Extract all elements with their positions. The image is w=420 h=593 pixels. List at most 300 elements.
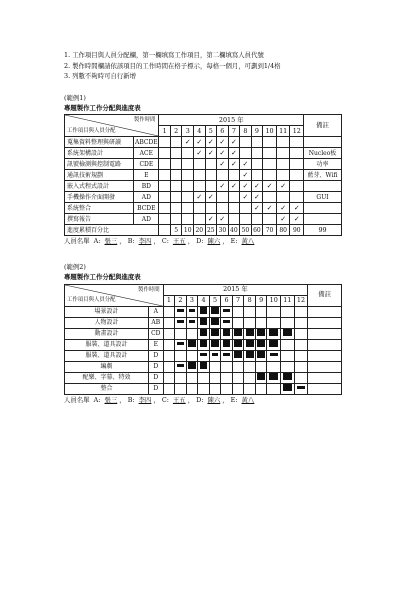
check-mark-icon: ✓ [254, 193, 260, 202]
task-cell: 手機操作介面開發 [65, 192, 134, 203]
task-cell: 通訊技術規劃 [65, 170, 134, 181]
progress-row [65, 225, 342, 236]
month-cell [276, 192, 290, 203]
progress-bar-mark [297, 386, 305, 389]
check-mark-icon: ✓ [242, 160, 249, 169]
progress-bar-mark [257, 373, 265, 380]
month-cell [209, 306, 221, 317]
person-name: 黃八 [241, 395, 255, 404]
check-mark-icon: ✓ [254, 182, 260, 191]
example-2-title: 專題製作工作分配與進度表 [64, 272, 141, 281]
check-mark-icon: ✓ [196, 193, 203, 202]
month-cell [244, 317, 256, 328]
month-cell [267, 361, 281, 372]
month-header: 2 [170, 126, 182, 137]
table-row [65, 328, 342, 339]
note-cell: GUI [304, 192, 342, 203]
month-cell [281, 306, 295, 317]
month-cell [276, 203, 290, 214]
month-cell [232, 383, 244, 394]
month-cell [263, 137, 277, 148]
progress-bar-mark [223, 353, 229, 356]
month-cell [170, 181, 182, 192]
month-cell [221, 372, 233, 383]
table-row [65, 181, 342, 192]
month-cell [159, 214, 171, 225]
month-cell [255, 350, 267, 361]
month-cell [228, 148, 240, 159]
person-code: B: [127, 395, 135, 404]
check-mark-icon: ✓ [230, 138, 237, 147]
month-cell [281, 350, 295, 361]
month-cell [182, 214, 194, 225]
person-name: 李四 [138, 395, 152, 404]
check-mark-icon: ✓ [219, 149, 226, 158]
month-cell [281, 361, 295, 372]
month-cell [290, 181, 304, 192]
month-cell [163, 372, 175, 383]
example-2-table [64, 284, 342, 395]
month-cell [267, 317, 281, 328]
month-header: 6 [217, 126, 229, 137]
month-cell [290, 170, 304, 181]
check-mark-icon: ✓ [219, 182, 226, 191]
month-cell [244, 339, 256, 350]
person-code: D: [196, 395, 204, 404]
month-cell [281, 317, 295, 328]
progress-bar-mark [223, 340, 231, 347]
task-cell: 蒐集資料整理與研讀 [65, 137, 134, 148]
month-cell [240, 170, 252, 181]
table-row [65, 383, 342, 394]
month-header: 9 [251, 126, 263, 137]
check-mark-icon: ✓ [207, 215, 214, 224]
month-header: 5 [209, 295, 221, 306]
month-cell [217, 214, 229, 225]
example-1-label: (範例1) [64, 94, 86, 103]
month-cell [240, 203, 252, 214]
table-row [65, 148, 342, 159]
example-1-table [64, 114, 342, 236]
month-cell [163, 306, 175, 317]
progress-value: 30 [217, 225, 229, 236]
month-cell [194, 192, 206, 203]
month-cell [198, 317, 210, 328]
month-cell [170, 137, 182, 148]
example-1-title: 專題製作工作分配與進度表 [64, 103, 141, 112]
progress-bar-mark [211, 340, 219, 347]
month-cell [221, 328, 233, 339]
person-name: 張三 [104, 237, 118, 246]
person-code: E: [230, 395, 238, 404]
month-cell [276, 159, 290, 170]
month-cell [198, 350, 210, 361]
month-cell [263, 203, 277, 214]
month-cell [205, 192, 217, 203]
month-cell [217, 159, 229, 170]
check-mark-icon: ✓ [219, 138, 226, 147]
year-header: 2015 年 [163, 284, 308, 295]
progress-bar-mark [200, 353, 206, 356]
task-cell: 系統架構設計 [65, 148, 134, 159]
people-cell: BD [134, 181, 159, 192]
month-header: 7 [228, 126, 240, 137]
person-code: D: [196, 237, 204, 246]
task-cell: 嵌入式程式設計 [65, 181, 134, 192]
month-cell [163, 383, 175, 394]
progress-bar-mark [223, 320, 229, 323]
check-mark-icon: ✓ [266, 204, 273, 213]
month-header: 12 [294, 295, 308, 306]
month-cell [263, 181, 277, 192]
people-cell: D [148, 372, 163, 383]
month-cell [290, 192, 304, 203]
task-cell: 場景設計 [65, 306, 149, 317]
month-cell [182, 170, 194, 181]
month-cell [251, 170, 263, 181]
month-cell [244, 383, 256, 394]
month-cell [217, 203, 229, 214]
month-cell [276, 214, 290, 225]
month-cell [159, 181, 171, 192]
progress-bar-mark [211, 318, 219, 325]
month-cell [221, 350, 233, 361]
month-cell [182, 192, 194, 203]
header-time-label: 製作時間 [138, 286, 160, 293]
people-cell: D [148, 383, 163, 394]
table-row [65, 214, 342, 225]
person-code: A: [93, 237, 101, 246]
progress-bar-mark [257, 340, 265, 347]
note-cell [304, 181, 342, 192]
month-cell [276, 181, 290, 192]
progress-bar-mark [223, 309, 229, 312]
month-header: 10 [263, 126, 277, 137]
month-header: 1 [159, 126, 171, 137]
month-cell [205, 170, 217, 181]
header-items-label: 工作項目與人員分配 [67, 297, 116, 304]
note-header: 備註 [308, 284, 342, 306]
table-row [65, 361, 342, 372]
person-name: 黃八 [241, 237, 255, 246]
month-cell [198, 328, 210, 339]
month-cell [217, 170, 229, 181]
month-cell [263, 192, 277, 203]
month-cell [263, 148, 277, 159]
instruction-1: 1. 工作項目與人員分配欄，第一欄填寫工作項目，第二欄填寫人員代號 [64, 51, 264, 59]
month-cell [294, 306, 308, 317]
month-cell [186, 372, 198, 383]
progress-bar-mark [234, 340, 242, 347]
progress-bar-mark [200, 340, 208, 347]
month-cell [281, 383, 295, 394]
check-mark-icon: ✓ [266, 182, 273, 191]
progress-bar-mark [234, 351, 242, 358]
progress-value: 25 [205, 225, 217, 236]
month-cell [186, 328, 198, 339]
month-cell [186, 361, 198, 372]
month-cell [205, 203, 217, 214]
progress-bar-mark [189, 320, 195, 323]
progress-bar-mark [283, 384, 292, 391]
year-header: 2015 年 [159, 115, 304, 126]
progress-bar-mark [212, 353, 218, 356]
month-cell [175, 317, 187, 328]
month-cell [294, 383, 308, 394]
people-cell: A [148, 306, 163, 317]
month-cell [194, 181, 206, 192]
month-cell [198, 361, 210, 372]
progress-value [159, 225, 171, 236]
month-header: 8 [244, 295, 256, 306]
progress-bar-mark [177, 309, 183, 312]
person-name: 陳六 [207, 237, 221, 246]
check-mark-icon: ✓ [207, 138, 214, 147]
check-mark-icon: ✓ [219, 160, 226, 169]
task-cell: 訊號檢測與控制電路 [65, 159, 134, 170]
month-header: 12 [290, 126, 304, 137]
check-mark-icon: ✓ [230, 160, 237, 169]
table-row [65, 306, 342, 317]
month-cell [163, 328, 175, 339]
month-cell [159, 148, 171, 159]
month-cell [240, 148, 252, 159]
progress-bar-mark [177, 342, 183, 345]
month-cell [290, 159, 304, 170]
month-cell [209, 383, 221, 394]
month-cell [294, 361, 308, 372]
month-cell [217, 192, 229, 203]
month-cell [209, 339, 221, 350]
month-cell [267, 339, 281, 350]
example-2-label: (範例2) [64, 263, 86, 272]
instructions [64, 52, 360, 81]
month-cell [228, 170, 240, 181]
note-cell [308, 339, 342, 350]
month-header: 6 [221, 295, 233, 306]
month-cell [228, 159, 240, 170]
month-cell [294, 339, 308, 350]
progress-bar-mark [177, 364, 183, 367]
check-mark-icon: ✓ [280, 182, 287, 191]
month-cell [244, 350, 256, 361]
note-cell [308, 306, 342, 317]
progress-bar-mark [270, 353, 278, 356]
progress-bar-mark [200, 318, 208, 325]
month-cell [251, 192, 263, 203]
month-cell [182, 203, 194, 214]
month-cell [232, 306, 244, 317]
task-cell: 配樂、字幕、特效 [65, 372, 149, 383]
month-cell [290, 214, 304, 225]
month-cell [255, 383, 267, 394]
person-name: 陳六 [207, 395, 221, 404]
month-cell [251, 137, 263, 148]
people-cell: E [134, 170, 159, 181]
progress-bar-mark [269, 340, 278, 347]
month-header: 11 [281, 295, 295, 306]
table-row [65, 170, 342, 181]
month-header: 5 [205, 126, 217, 137]
month-cell [182, 137, 194, 148]
month-cell [194, 159, 206, 170]
month-cell [251, 203, 263, 214]
people-cell: D [148, 361, 163, 372]
person-code: B: [127, 237, 135, 246]
month-cell [209, 317, 221, 328]
note-cell [308, 350, 342, 361]
month-cell [294, 328, 308, 339]
month-cell [232, 350, 244, 361]
month-cell [221, 317, 233, 328]
month-cell [194, 203, 206, 214]
month-cell [228, 203, 240, 214]
task-cell: 系統整合 [65, 203, 134, 214]
month-cell [255, 339, 267, 350]
note-cell [308, 383, 342, 394]
task-cell: 整合 [65, 383, 149, 394]
note-cell: 功率 [304, 159, 342, 170]
progress-bar-mark [211, 307, 219, 314]
person-code: C: [161, 237, 169, 246]
table-row [65, 192, 342, 203]
month-cell [267, 328, 281, 339]
people-cell: AD [134, 214, 159, 225]
month-cell [267, 350, 281, 361]
month-cell [276, 148, 290, 159]
people-cell: AD [134, 192, 159, 203]
month-cell [205, 214, 217, 225]
month-header: 2 [175, 295, 187, 306]
progress-bar-mark [269, 373, 278, 380]
month-cell [240, 214, 252, 225]
note-cell [304, 203, 342, 214]
month-cell [170, 203, 182, 214]
progress-bar-mark [234, 329, 242, 336]
progress-bar-mark [283, 373, 292, 380]
task-cell: 編劇 [65, 361, 149, 372]
example-1 [64, 95, 360, 246]
month-cell [244, 372, 256, 383]
progress-bar-mark [188, 362, 196, 369]
task-cell: 服裝、道具設計 [65, 350, 149, 361]
month-header: 1 [163, 295, 175, 306]
month-cell [170, 192, 182, 203]
month-cell [267, 383, 281, 394]
progress-bar-mark [257, 329, 265, 336]
month-cell [232, 372, 244, 383]
check-mark-icon: ✓ [242, 171, 249, 180]
progress-bar-mark [223, 329, 231, 336]
month-cell [267, 372, 281, 383]
month-cell [159, 192, 171, 203]
month-cell [217, 148, 229, 159]
person-name: 王五 [172, 395, 186, 404]
instruction-3: 3. 列數不夠時可自行新增 [64, 72, 137, 81]
people-cell: ABCDE [134, 137, 159, 148]
instruction-2: 2. 製作時間欄請依該項目的工作時間在格子標示，每格一個月，可劃到1/4格 [64, 61, 281, 70]
note-cell [304, 137, 342, 148]
note-header: 備註 [304, 115, 342, 137]
check-mark-icon: ✓ [219, 215, 226, 224]
check-mark-icon: ✓ [196, 138, 203, 147]
person-name: 張三 [104, 395, 118, 404]
month-cell [255, 328, 267, 339]
month-cell [251, 159, 263, 170]
progress-value: 60 [251, 225, 263, 236]
month-header: 3 [182, 126, 194, 137]
month-cell [175, 372, 187, 383]
month-header: 4 [198, 295, 210, 306]
month-cell [228, 137, 240, 148]
month-cell [255, 306, 267, 317]
month-cell [228, 181, 240, 192]
progress-bar-mark [188, 340, 196, 347]
month-cell [221, 383, 233, 394]
progress-value: 90 [290, 225, 304, 236]
progress-bar-mark [283, 329, 292, 336]
month-cell [170, 148, 182, 159]
month-cell [163, 350, 175, 361]
month-cell [290, 137, 304, 148]
note-cell [308, 317, 342, 328]
check-mark-icon: ✓ [207, 149, 214, 158]
month-cell [182, 148, 194, 159]
progress-value: 80 [276, 225, 290, 236]
names-prefix: 人員名單 [64, 395, 90, 404]
person-code: E: [230, 237, 238, 246]
month-cell [198, 372, 210, 383]
check-mark-icon: ✓ [254, 204, 260, 213]
progress-bar-mark [246, 351, 254, 358]
example-2 [64, 264, 360, 404]
month-cell [175, 306, 187, 317]
month-cell [244, 328, 256, 339]
month-cell [294, 372, 308, 383]
document-page [64, 52, 360, 404]
check-mark-icon: ✓ [242, 182, 249, 191]
month-cell [186, 317, 198, 328]
month-cell [209, 328, 221, 339]
table-row [65, 372, 342, 383]
month-cell [163, 339, 175, 350]
month-cell [217, 137, 229, 148]
table-row [65, 137, 342, 148]
month-cell [194, 214, 206, 225]
header-time-label: 製作時間 [133, 117, 156, 124]
task-cell: 服裝、道具設計 [65, 339, 149, 350]
month-cell [263, 214, 277, 225]
people-cell: ACE [134, 148, 159, 159]
check-mark-icon: ✓ [207, 193, 214, 202]
month-cell [159, 170, 171, 181]
check-mark-icon: ✓ [230, 149, 237, 158]
month-cell [194, 148, 206, 159]
person-code: C: [161, 395, 169, 404]
header-diagonal-cell [65, 115, 159, 137]
check-mark-icon: ✓ [184, 138, 191, 147]
table-row [65, 339, 342, 350]
month-cell [263, 159, 277, 170]
table-row [65, 203, 342, 214]
progress-bar-mark [200, 329, 208, 336]
month-cell [209, 372, 221, 383]
progress-value: 5 [170, 225, 182, 236]
month-cell [170, 159, 182, 170]
month-cell [294, 350, 308, 361]
month-cell [182, 181, 194, 192]
progress-bar-mark [257, 351, 265, 358]
